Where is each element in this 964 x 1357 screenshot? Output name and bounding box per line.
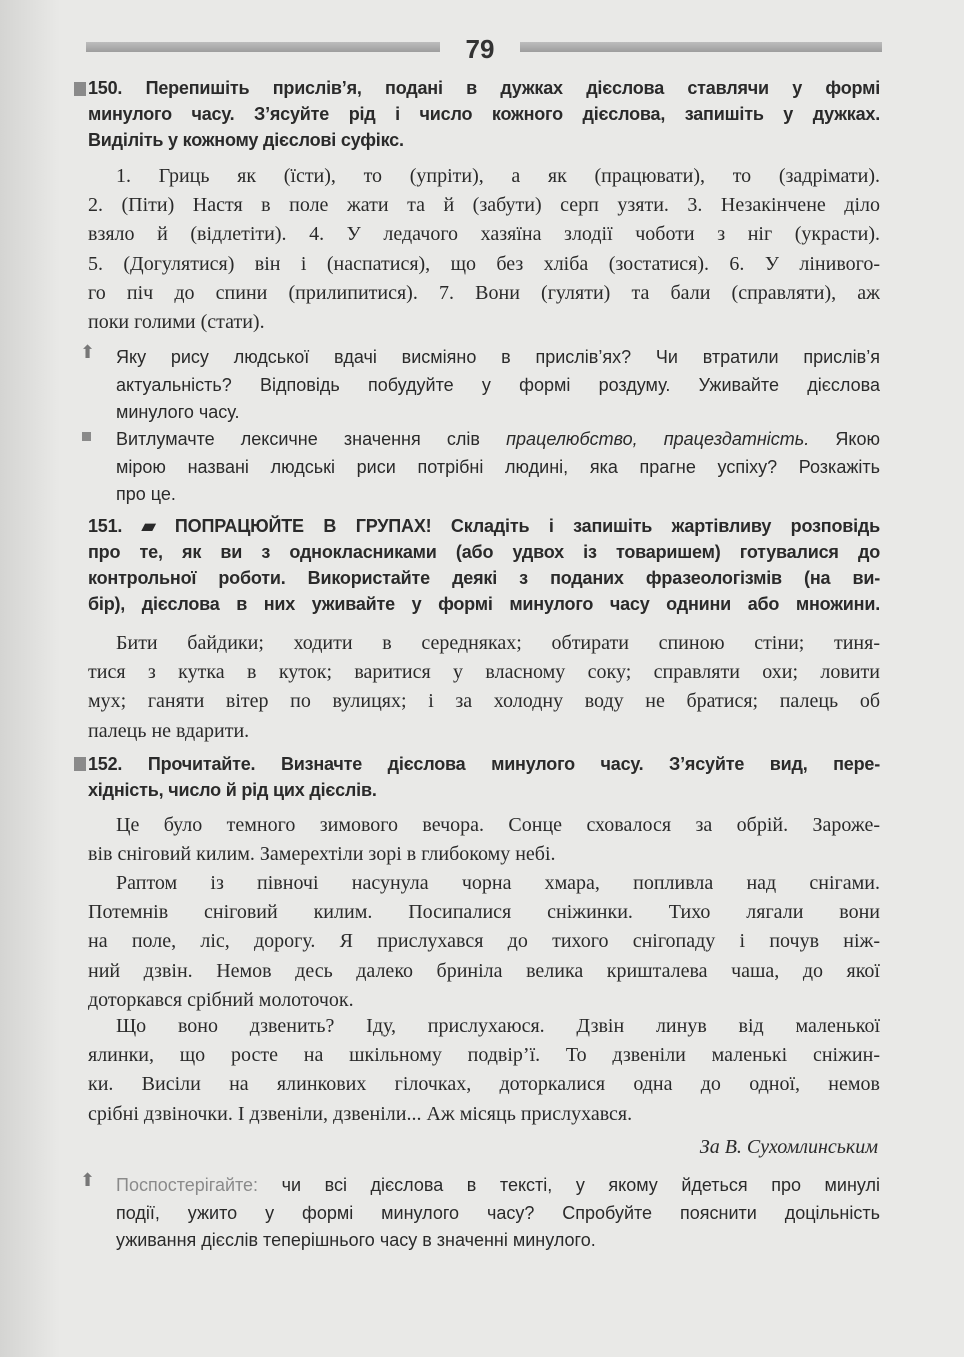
text-line: доторкався срібний молоточок.: [88, 988, 354, 1011]
text-line: Що воно дзвенить? Іду, прислухаюся. Дзвін линув від маленької: [116, 1015, 880, 1037]
text-line: події, ужито у формі минулого часу? Спробуйте пояснити доцільність: [116, 1202, 880, 1223]
text-line: срібні дзвіночки. І дзвеніли, дзвеніли... Аж місяць прислухався.: [88, 1102, 633, 1125]
text-line: ний дзвін. Немов десь далеко бриніла велика кришталева чаша, до якої: [88, 959, 880, 982]
text-line: палець не вдарити.: [88, 719, 250, 742]
text-line: про це.: [116, 484, 176, 504]
ex151-text: [88, 629, 880, 746]
task-line: бір), дієслова в них уживайте у формі минулого часу однини або множини.: [88, 594, 880, 614]
ex150-text: [88, 162, 880, 337]
text-line: взяло й (відлетіти). 4. У ледачого хазяїна злодії чоботи з ніг (украсти).: [88, 223, 880, 246]
ex152-paragraph-1: [88, 811, 880, 869]
text-line: уживання дієслів теперішнього часу в значенні минулого.: [116, 1230, 596, 1250]
text-line: 2. (Піти) Настя в поле жати та й (забути) серп узяти. 3. Незакінчене діло: [88, 194, 880, 217]
text-line: Раптом із півночі насунула чорна хмара, попливла над снігами.: [116, 872, 880, 894]
page-number: 79: [440, 34, 520, 65]
text-line: Бити байдики; ходити в середняках; обтирати спиною стіни; тиня-: [116, 632, 880, 654]
ex152-observe: [116, 1172, 880, 1255]
observe-label: Поспостерігайте:: [116, 1175, 259, 1195]
page-edge: [0, 0, 60, 1357]
task-line: минулого часу. З’ясуйте рід і число кожного дієслова, запишіть у дужках.: [88, 104, 880, 124]
italic-terms: працелюбство, працездатність.: [506, 429, 810, 449]
text-line: 1. Гриць як (їсти), то (упріти), а як (працювати), то (задрімати).: [116, 165, 880, 187]
exercise-marker: [74, 757, 86, 771]
text-line: актуальність? Відповідь побудуйте у формі роздуму. Уживайте дієслова: [116, 374, 880, 395]
text-line: мірою названі людські риси потрібні людині, яка прагне успіху? Розкажіть: [116, 456, 880, 477]
task-line: 150. Перепишіть прислів’я, подані в дужках дієслова ставлячи у формі: [88, 78, 880, 98]
text: Витлумачте лексичне значення слів: [116, 429, 507, 449]
question-arrow-icon: ⬆: [80, 342, 96, 363]
task-line: хідність, число й рід цих дієслів.: [88, 780, 377, 800]
text-line: Потемнів сніговий килим. Посипалися сніжинки. Тихо лягали вони: [88, 901, 880, 924]
question-arrow-icon: ⬆: [80, 1170, 96, 1191]
square-bullet-icon: [82, 432, 91, 441]
exercise-marker: [74, 82, 86, 96]
ex150-question2: [116, 426, 880, 509]
task-line: про те, як ви з однокласниками (або удвох із товаришем) готувалися до: [88, 542, 880, 562]
text-line: ялинки, що росте на шкільному подвір’ї. То дзвеніли маленькі сніжин-: [88, 1044, 880, 1067]
text-line: Яку рису людської вдачі висміяно в прислів’ях? Чи втратили прислів’я: [116, 347, 880, 367]
task-line: 152. Прочитайте. Визначте дієслова минулого часу. З’ясуйте вид, пере-: [88, 754, 880, 774]
text-line: Це було темного зимового вечора. Сонце сховалося за обрій. Зароже-: [116, 814, 880, 836]
text: Якою: [809, 429, 880, 449]
text-line: ки. Висіли на ялинкових гілочках, доторкалися одна до одної, немов: [88, 1073, 880, 1096]
ex152-paragraph-2: [88, 869, 880, 1015]
ex152-task: [88, 751, 880, 803]
ex150-task: [88, 75, 880, 153]
text-line: на поле, ліс, дорогу. Я прислухався до тихого снігопаду і почув ніж-: [88, 930, 880, 953]
text-line: минулого часу.: [116, 402, 240, 422]
text-line: мух; ганяти вітер по вулицях; і за холодну воду не братися; палець об: [88, 690, 880, 713]
task-line: контрольної роботи. Використайте деякі з поданих фразеологізмів (на ви-: [88, 568, 880, 588]
ex150-question1: [116, 344, 880, 427]
text-line: 5. (Догулятися) він і (наспатися), що без хліба (зостатися). 6. У лінивого-: [88, 252, 880, 275]
text-line: вів сніговий килим. Замерехтіли зорі в глибокому небі.: [88, 843, 556, 866]
text-line: го піч до спини (прилипитися). 7. Вони (гуляти) та бали (справляти), аж: [88, 281, 880, 304]
ex151-task: [88, 513, 880, 617]
task-line: Виділіть у кожному дієслові суфікс.: [88, 130, 404, 150]
task-line: 151. ▰ ПОПРАЦЮЙТЕ В ГРУПАХ! Складіть і запишіть жартівливу розповідь: [88, 516, 880, 536]
text: чи всі дієслова в тексті, у якому йдеться про минулі: [258, 1175, 880, 1195]
text-line: тися з кутка в куток; варитися у власному соку; справляти охи; ловити: [88, 661, 880, 684]
attribution: За В. Сухомлинським: [699, 1136, 878, 1158]
text-line: поки голими (стати).: [88, 310, 265, 333]
ex152-paragraph-3: [88, 1012, 880, 1129]
